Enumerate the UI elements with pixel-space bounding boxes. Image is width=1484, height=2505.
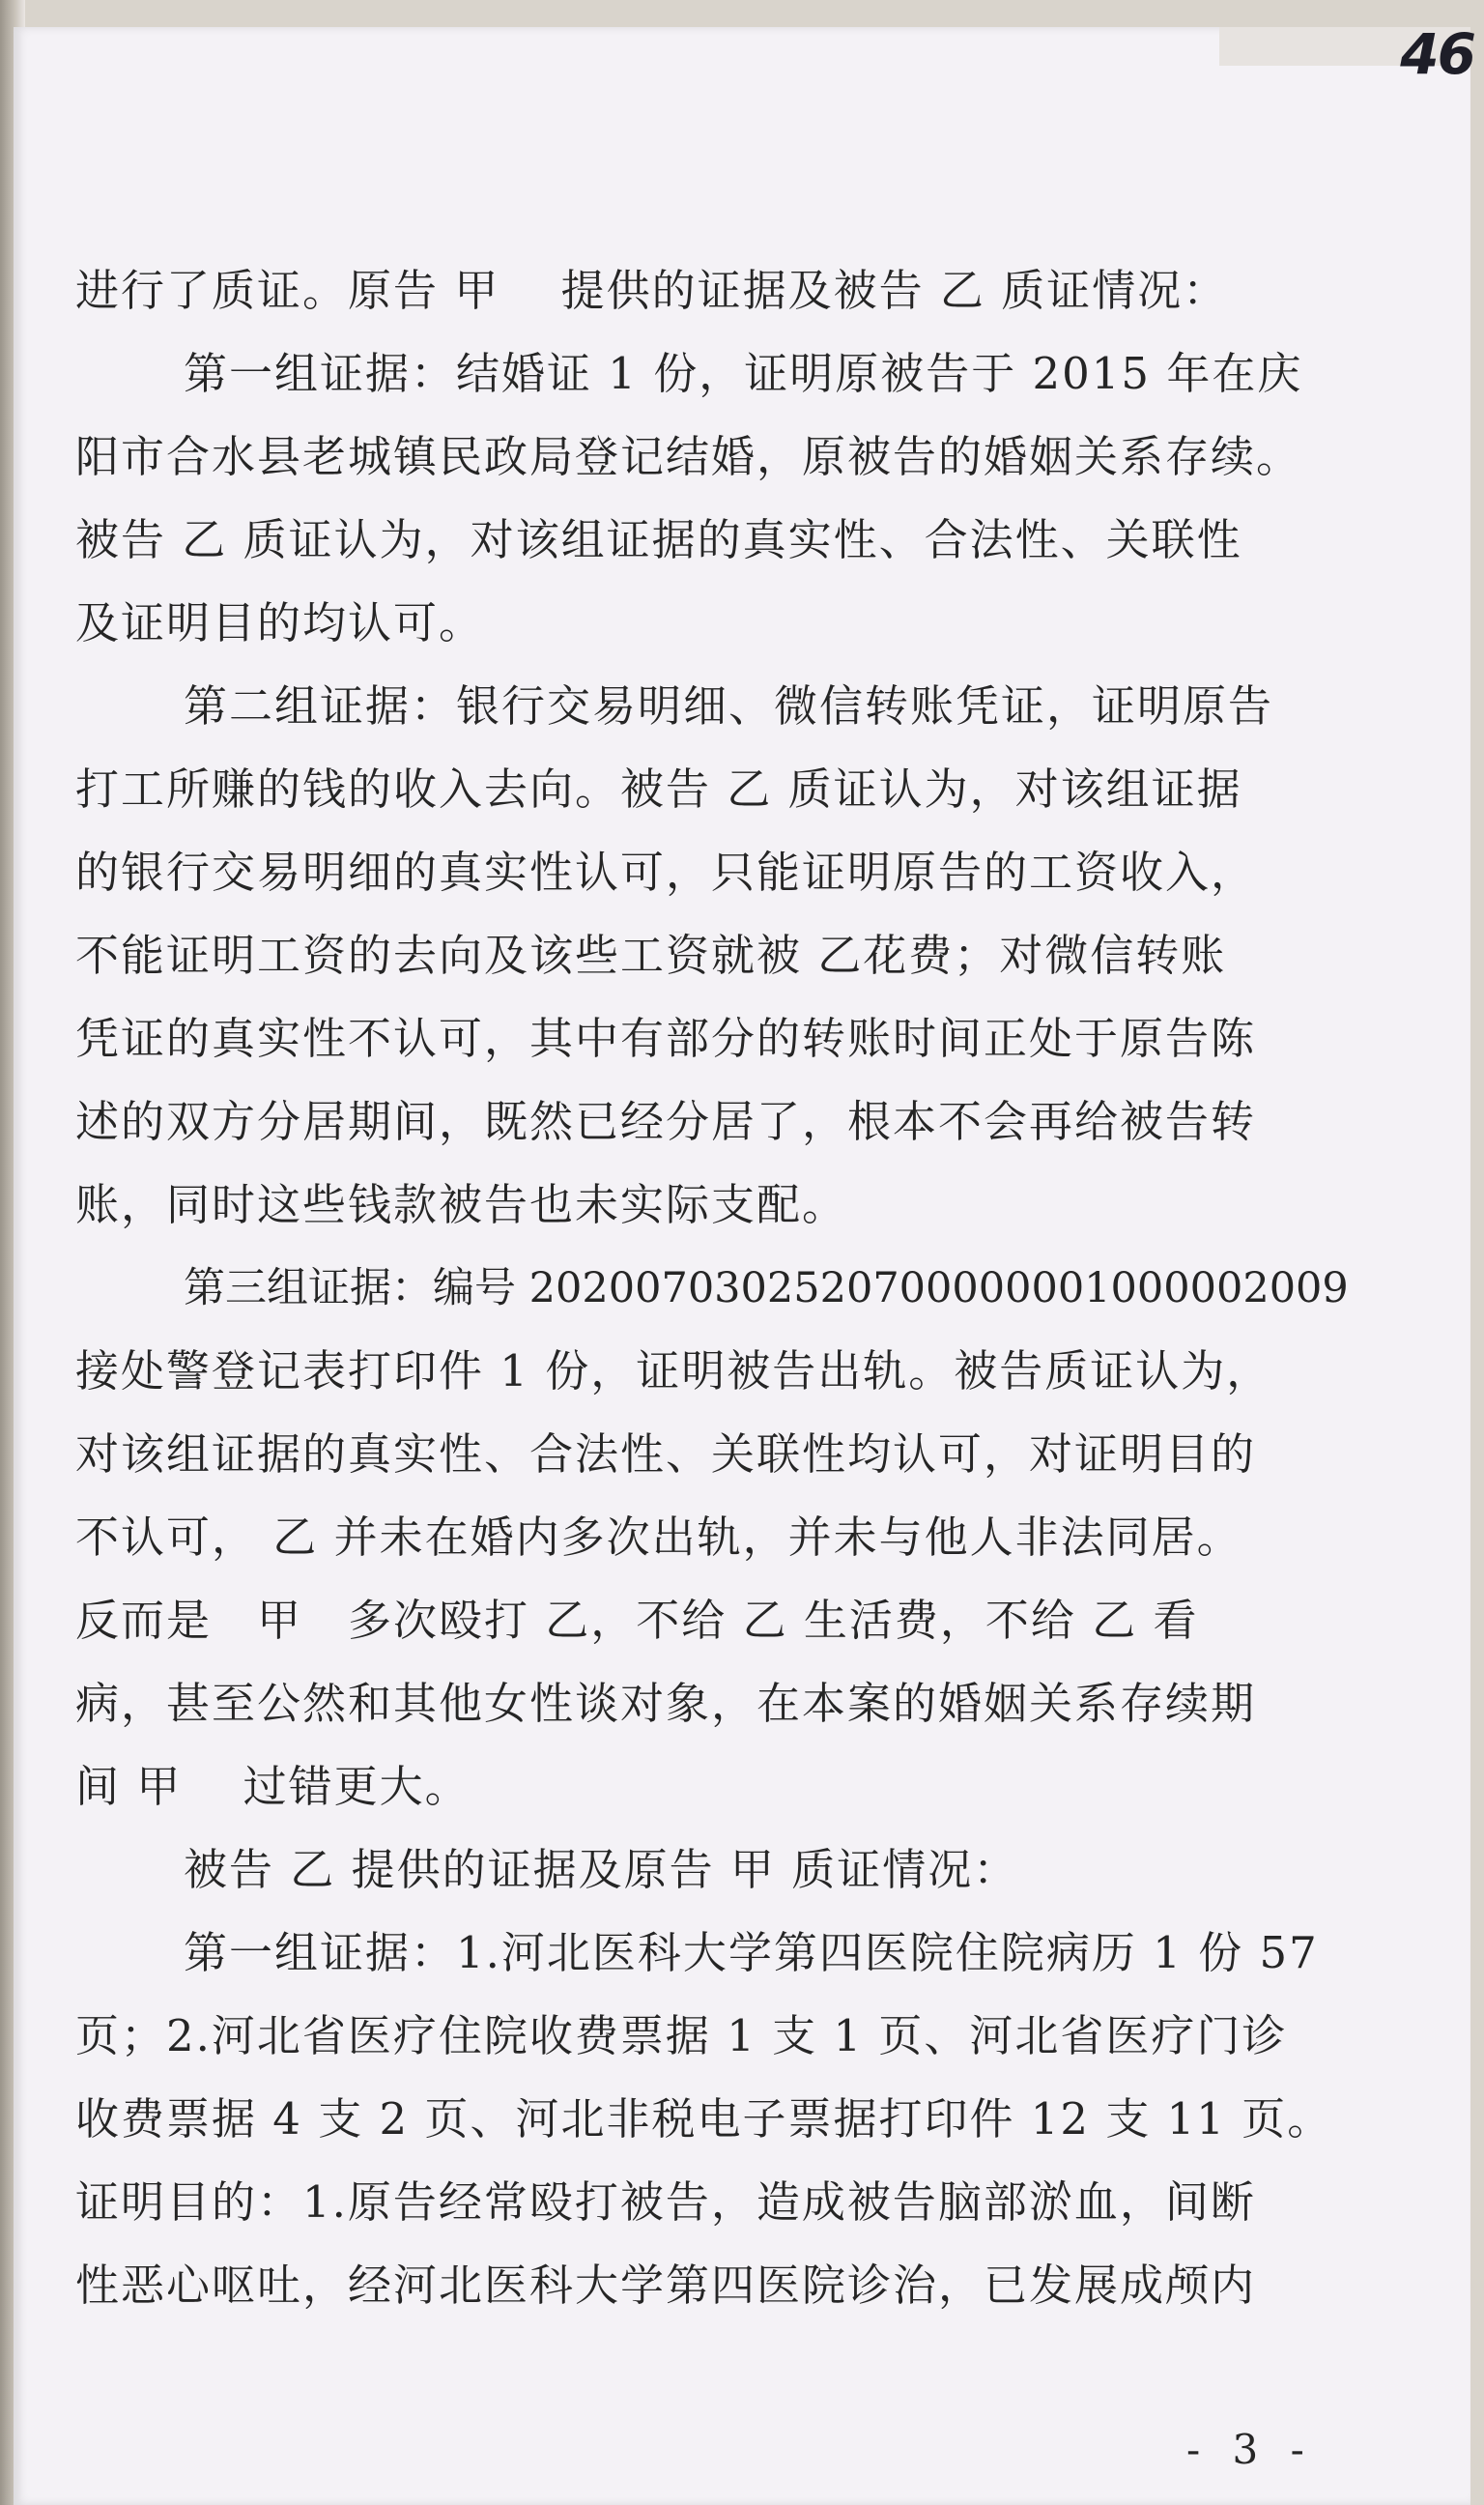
- footer-page-number: - 3 -: [1186, 2426, 1314, 2473]
- text-line: 被告 乙 提供的证据及原告 甲 质证情况：: [184, 1844, 1019, 1895]
- text-line: 页；2.河北省医疗住院收费票据 1 支 1 页、河北省医疗门诊: [75, 2010, 1288, 2061]
- text-line: 收费票据 4 支 2 页、河北非税电子票据打印件 12 支 11 页。: [75, 2093, 1333, 2145]
- text-line: 凭证的真实性不认可，其中有部分的转账时间正处于原告陈: [75, 1013, 1257, 1064]
- text-line: 阳市合水县老城镇民政局登记结婚，原被告的婚姻关系存续。: [75, 431, 1302, 482]
- handwritten-page-number: 46: [1400, 21, 1474, 87]
- text-line: 进行了质证。原告 甲 提供的证据及被告 乙 质证情况：: [75, 265, 1229, 316]
- text-line: 证明目的：1.原告经常殴打被告，造成被告脑部淤血，间断: [75, 2176, 1256, 2228]
- text-line: 病，甚至公然和其他女性谈对象，在本案的婚姻关系存续期: [75, 1678, 1257, 1729]
- text-line: 间 甲 过错更大。: [75, 1761, 471, 1812]
- text-line: 不能证明工资的去向及该些工资就被 乙花费；对微信转账: [75, 930, 1227, 981]
- text-line: 的银行交易明细的真实性认可，只能证明原告的工资收入，: [75, 847, 1257, 898]
- text-line: 第一组证据：1.河北医科大学第四医院住院病历 1 份 57: [184, 1927, 1319, 1978]
- text-line: 打工所赚的钱的收入去向。被告 乙 质证认为，对该组证据: [75, 763, 1242, 815]
- text-line: 账，同时这些钱款被告也未实际支配。: [75, 1179, 848, 1230]
- text-line: 及证明目的均认可。: [75, 597, 485, 648]
- text-line: 接处警登记表打印件 1 份，证明被告出轨。被告质证认为，: [75, 1345, 1272, 1396]
- text-line: 述的双方分居期间，既然已经分居了，根本不会再给被告转: [75, 1096, 1257, 1147]
- text-line: 对该组证据的真实性、合法性、关联性均认可，对证明目的: [75, 1428, 1257, 1480]
- text-line: 反而是 甲 多次殴打 乙，不给 乙 生活费，不给 乙 看: [75, 1595, 1199, 1646]
- text-line: 第二组证据：银行交易明细、微信转账凭证，证明原告: [184, 680, 1274, 732]
- text-line: 被告 乙 质证认为，对该组证据的真实性、合法性、关联性: [75, 514, 1242, 565]
- text-line: 性恶心呕吐，经河北医科大学第四医院诊治，已发展成颅内: [75, 2260, 1257, 2311]
- text-line: 第一组证据：结婚证 1 份，证明原被告于 2015 年在庆: [184, 348, 1303, 399]
- document-body: [75, 249, 1349, 2327]
- text-line: 不认可， 乙 并未在婚内多次出轨，并未与他人非法同居。: [75, 1512, 1242, 1563]
- text-line: 第三组证据：编号 2020070302520700000001000002009: [184, 1264, 1349, 1312]
